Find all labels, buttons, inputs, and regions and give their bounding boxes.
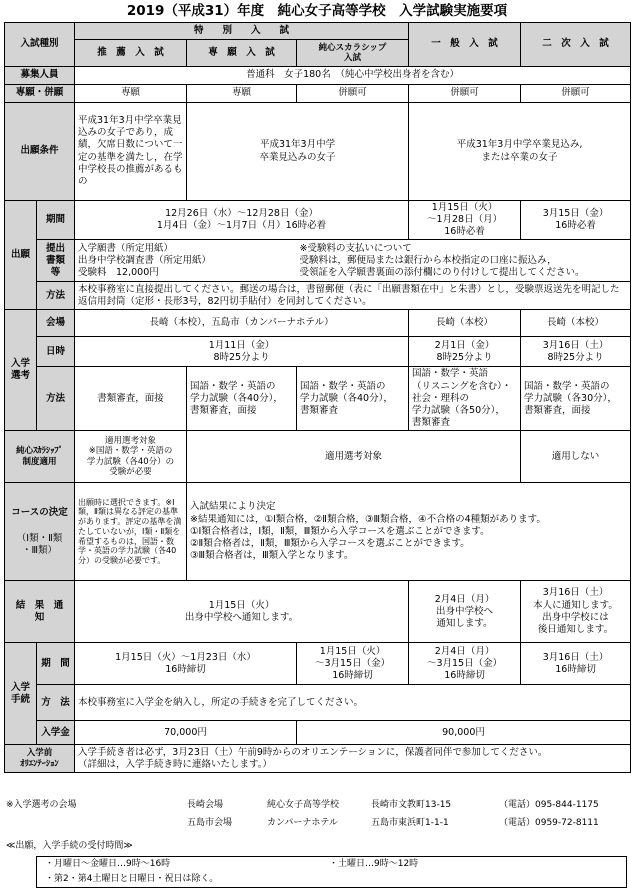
hours-saturday: ・土曜日…9時～12時: [329, 859, 419, 869]
hours-weekday: ・月曜日～金曜日…9時～16時: [45, 859, 171, 869]
hours-label: ≪出願，入学手続の受付時間≫: [6, 841, 133, 851]
proc-fee-rec: 70,000円: [75, 721, 297, 745]
exam-venue-gen: 長崎（本校）: [409, 310, 521, 337]
header-scholarship: 純心スカラシップ 入試: [297, 40, 409, 67]
exam-venue-main: 長崎（本校），五島市（カンパーナホテル）: [75, 310, 409, 337]
apply-method: 本校事務室に直接提出してください。郵送の場合は，書留郵便（表に「出願書類在中」と朱書）とし，受験票返送先を明記した返信用封筒（定形・長形3号，82円切手貼付）を同封してください。: [75, 282, 631, 310]
senhei-sen: 専願: [187, 85, 297, 103]
exam-method-gen: 国語・数学・英語 （リスニングを含む）・ 社会・理科の 学力試験（各50分）， 書類審査: [409, 367, 521, 431]
exam-date-sec: 3月16日（土） 8時25分より: [521, 337, 631, 367]
venue-1-place: 純心女子高等学校: [267, 800, 340, 810]
cond-gen: 平成31年3月中学卒業見込み, または卒業の女子: [409, 103, 631, 201]
exam-method-sen: 国語・数学・英語の 学力試験（各40分）， 書類審査，面接: [187, 367, 297, 431]
exam-date-label: 日時: [37, 337, 75, 367]
hours-box: [36, 856, 627, 888]
venue-2-address: 五島市東浜町1-1-1: [371, 818, 449, 828]
proc-method-label: 方 法: [37, 685, 75, 721]
recruit-value: 普通科 女子180名 （純心中学校出身者を含む）: [75, 67, 631, 85]
course-label-sub: （Ⅰ類・Ⅱ類 ・Ⅲ類）: [16, 532, 63, 556]
venue-2-name: 五島市会場: [187, 818, 233, 828]
senhei-label: 専願・併願: [5, 85, 75, 103]
scholarship-rec: 適用選考対象 ※国語・数学・英語の 学力試験（各40分）の 受験が必要: [75, 431, 187, 483]
header-recommendation: 推 薦 入 試: [75, 40, 187, 67]
header-exclusive: 専 願 入 試: [187, 40, 297, 67]
header-secondary: 二 次 入 試: [521, 23, 631, 67]
senhei-rec: 専願: [75, 85, 187, 103]
proc-period-sec: 3月16日（土） 16時締切: [521, 643, 631, 685]
notice-sec: 3月16日（土） 本人に通知します。 出身中学校には 後日通知します。: [521, 581, 631, 643]
orient-label-main: 入学前: [26, 748, 53, 759]
notice-main: 1月15日（火） 出身中学校へ通知します。: [75, 581, 409, 643]
venues-label: ※入学選考の会場: [6, 800, 77, 810]
venue-1-phone: （電話）095-844-1175: [499, 800, 599, 810]
apply-period-main: 12月26日（水）～12月28日（金） 1月4日（金）～1月7日（月）16時必着: [75, 201, 409, 240]
header-special: 特 別 入 試: [75, 23, 409, 40]
admissions-table: [4, 22, 631, 773]
scholarship-main: 適用選考対象: [187, 431, 521, 483]
exam-method-rec: 書類審査，面接: [75, 367, 187, 431]
exam-venue-sec: 長崎（本校）: [521, 310, 631, 337]
cond-label: 出願条件: [5, 103, 75, 201]
notice-gen: 2月4日（月） 出身中学校へ 通知します。: [409, 581, 521, 643]
exam-date-gen: 2月1日（金） 8時25分より: [409, 337, 521, 367]
apply-docs-left: 入学願書（所定用紙） 出身中学校調査書（所定用紙） 受験料 12,000円: [75, 240, 297, 282]
senhei-gen: 併願可: [409, 85, 521, 103]
header-exam-type: 入試種別: [5, 23, 75, 67]
orient-label: [5, 745, 75, 773]
page-title: 2019（平成31）年度 純心女子高等学校 入学試験実施要項: [126, 3, 508, 19]
apply-label: 出願: [5, 201, 37, 310]
apply-period-gen: 1月15日（火） ～1月28日（月） 16時必着: [409, 201, 521, 240]
exam-label: 入学 選考: [5, 310, 37, 431]
exam-venue-label: 会場: [37, 310, 75, 337]
apply-docs-right: ※受験料の支払いについて 受験料は，郵便局または銀行から本校指定の口座に振込み， 受領証を入学願書裏面の添付欄にのり付けして提出してください。: [297, 240, 631, 282]
venue-2-phone: （電話）0959-72-8111: [499, 818, 599, 828]
apply-method-label: 方法: [37, 282, 75, 310]
scholarship-label: 純心ｽｶﾗｼｯﾌﾟ 制度適用: [5, 431, 75, 483]
notice-label: 結 果 通 知: [5, 581, 75, 643]
scholarship-sec: 適用しない: [521, 431, 631, 483]
exam-method-label: 方法: [37, 367, 75, 431]
senhei-sec: 併願可: [521, 85, 631, 103]
venue-2-place: カンパーナホテル: [267, 818, 338, 828]
proc-period-label: 期 間: [37, 643, 75, 685]
venue-1-address: 長崎市文教町13-15: [371, 800, 452, 810]
course-main: 入試結果により決定 ※結果通知には，①Ⅰ類合格，②Ⅱ類合格，③Ⅲ類合格，④不合格の4種類があります。 ①Ⅰ類合格者は，Ⅰ類，Ⅱ類，Ⅲ類から入学コースを選ぶことができます。 ②Ⅱ類合格者は，Ⅱ類，Ⅲ類から入学コースを選ぶことができます。 ③Ⅲ類合格者は，Ⅲ類入学となります。: [187, 483, 631, 581]
header-general: 一 般 入 試: [409, 23, 521, 67]
venue-footnote: [6, 800, 626, 836]
proc-method: 本校事務室に入学金を納入し，所定の手続きを完了してください。: [75, 685, 631, 721]
course-label: [5, 483, 75, 581]
senhei-scholar: 併願可: [297, 85, 409, 103]
exam-method-scholar: 国語・数学・英語の 学力試験（各40分）， 書類審査: [297, 367, 409, 431]
course-rec: 出願時に選択できます。※Ⅰ類，Ⅱ類は異なる評定の基準があります。評定の基準を満たしていないが，Ⅰ類・Ⅱ類を希望するものは，国語・数学・英語の学力試験（各40分）の受験が必要です。: [75, 483, 187, 581]
recruit-label: 募集人員: [5, 67, 75, 85]
proc-fee-label: 入学金: [37, 721, 75, 745]
exam-date-main: 1月11日（金） 8時25分より: [75, 337, 409, 367]
exam-method-sec: 国語・数学・英語の 学力試験（各30分）， 書類審査，面接: [521, 367, 631, 431]
cond-sen: 平成31年3月中学 卒業見込みの女子: [187, 103, 409, 201]
apply-docs-label: 提出 書類 等: [37, 240, 75, 282]
hours-heading: [6, 841, 306, 854]
apply-period-sec: 3月15日（金） 16時必着: [521, 201, 631, 240]
hours-closed: ・第2・第4土曜日と日曜日・祝日は除く。: [45, 874, 219, 884]
proc-period-gen: 2月4日（月） ～3月15日（金） 16時締切: [409, 643, 521, 685]
proc-period-rec: 1月15日（火）～1月23日（水） 16時締切: [75, 643, 297, 685]
proc-period-scholar: 1月15日（火） ～3月15日（金） 16時締切: [297, 643, 409, 685]
orient-text: 入学手続き者は必ず，3月23日（土）午前9時からのオリエンテーションに，保護者同伴で参加してください。 （詳細は，入学手続き時に連絡いたします。）: [75, 745, 631, 773]
proc-fee-main: 90,000円: [297, 721, 631, 745]
proc-label: 入学 手続: [5, 643, 37, 745]
course-label-main: コースの決定: [11, 506, 68, 518]
orient-label-sub: ｵﾘｴﾝﾃｰｼｮﾝ: [20, 758, 59, 769]
venue-1-name: 長崎会場: [187, 800, 224, 810]
apply-period-label: 期間: [37, 201, 75, 240]
cond-rec: 平成31年3月中学卒業見込みの女子であり，成績，欠席日数について一定の基準を満たし，在学中学校長の推薦があるもの: [75, 103, 187, 201]
